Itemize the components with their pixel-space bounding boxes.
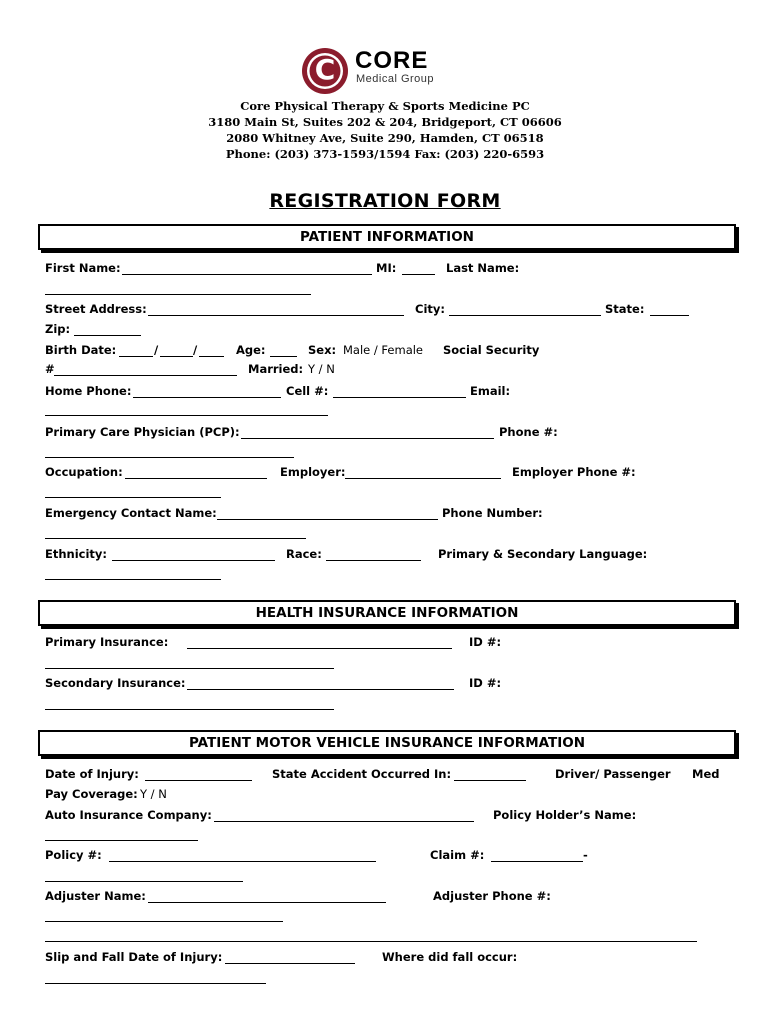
claim-dash: - <box>583 848 588 862</box>
secondary-id-label: ID #: <box>469 676 502 690</box>
auto-insurance-field[interactable] <box>214 821 474 822</box>
ethnicity-field[interactable] <box>112 560 275 561</box>
policy-number-label: Policy #: <box>45 848 102 862</box>
birth-separator: / <box>193 343 198 357</box>
language-field[interactable] <box>45 579 221 580</box>
employer-field[interactable] <box>345 478 501 479</box>
primary-id-label: ID #: <box>469 635 502 649</box>
street-address-field[interactable] <box>148 315 404 316</box>
employer-phone-field[interactable] <box>45 497 221 498</box>
auto-insurance-label: Auto Insurance Company: <box>45 808 212 822</box>
city-label: City: <box>415 302 445 316</box>
cell-label: Cell #: <box>286 384 329 398</box>
policy-holder-field[interactable] <box>45 840 198 841</box>
primary-insurance-label: Primary Insurance: <box>45 635 169 649</box>
secondary-insurance-label: Secondary Insurance: <box>45 676 186 690</box>
birth-month-field[interactable] <box>119 356 153 357</box>
slip-fall-date-label: Slip and Fall Date of Injury: <box>45 950 223 964</box>
driver-passenger-label[interactable]: Driver/ Passenger <box>555 767 671 781</box>
pay-coverage-label: Pay Coverage: <box>45 787 138 801</box>
social-security-field[interactable] <box>54 375 237 376</box>
state-accident-field[interactable] <box>454 780 526 781</box>
sex-label: Sex: <box>308 343 337 357</box>
section-health-insurance: HEALTH INSURANCE INFORMATION <box>38 600 736 626</box>
slip-fall-date-field[interactable] <box>225 963 355 964</box>
practice-name: Core Physical Therapy & Sports Medicine PC <box>240 99 530 113</box>
last-name-field[interactable] <box>45 294 311 295</box>
mi-field[interactable] <box>402 274 435 275</box>
first-name-field[interactable] <box>122 274 372 275</box>
mi-label: MI: <box>376 261 397 275</box>
last-name-label: Last Name: <box>446 261 520 275</box>
race-field[interactable] <box>326 560 421 561</box>
adjuster-phone-label: Adjuster Phone #: <box>433 889 551 903</box>
adjuster-phone-field[interactable] <box>45 921 283 922</box>
city-field[interactable] <box>449 315 601 316</box>
employer-label: Employer: <box>280 465 346 479</box>
birth-separator: / <box>154 343 159 357</box>
section-patient-information: PATIENT INFORMATION <box>38 224 736 250</box>
birth-day-field[interactable] <box>160 356 193 357</box>
language-label: Primary & Secondary Language: <box>438 547 648 561</box>
state-label: State: <box>605 302 645 316</box>
separator-line <box>45 941 697 942</box>
section-motor-vehicle-insurance: PATIENT MOTOR VEHICLE INSURANCE INFORMATION <box>38 730 736 756</box>
claim-number-label: Claim #: <box>430 848 485 862</box>
claim-number-field[interactable] <box>491 861 583 862</box>
employer-phone-label: Employer Phone #: <box>512 465 636 479</box>
occupation-field[interactable] <box>125 478 267 479</box>
secondary-id-field[interactable] <box>45 709 334 710</box>
date-of-injury-field[interactable] <box>145 780 252 781</box>
street-address-label: Street Address: <box>45 302 147 316</box>
primary-id-field[interactable] <box>45 668 334 669</box>
birth-year-field[interactable] <box>199 356 224 357</box>
emergency-contact-field[interactable] <box>217 519 438 520</box>
primary-insurance-field[interactable] <box>187 648 452 649</box>
home-phone-label: Home Phone: <box>45 384 132 398</box>
practice-phone-fax: Phone: (203) 373-1593/1594 Fax: (203) 220-6593 <box>225 147 545 161</box>
form-title: REGISTRATION FORM <box>269 190 501 212</box>
first-name-label: First Name: <box>45 261 121 275</box>
married-options[interactable]: Y / N <box>308 362 335 376</box>
sex-options[interactable]: Male / Female <box>343 343 424 357</box>
ssn-hash-label: # <box>45 362 55 376</box>
fall-location-label: Where did fall occur: <box>382 950 518 964</box>
claim-number-field-2[interactable] <box>45 881 243 882</box>
pcp-field[interactable] <box>241 438 494 439</box>
adjuster-name-field[interactable] <box>148 902 386 903</box>
zip-label: Zip: <box>45 322 71 336</box>
home-phone-field[interactable] <box>133 397 281 398</box>
emergency-contact-label: Emergency Contact Name: <box>45 506 217 520</box>
cell-field[interactable] <box>333 397 466 398</box>
adjuster-name-label: Adjuster Name: <box>45 889 146 903</box>
practice-address-2: 2080 Whitney Ave, Suite 290, Hamden, CT 06518 <box>226 131 544 145</box>
policy-number-field[interactable] <box>109 861 376 862</box>
age-label: Age: <box>236 343 266 357</box>
practice-address-1: 3180 Main St, Suites 202 & 204, Bridgeport, CT 06606 <box>208 115 562 129</box>
social-security-label: Social Security <box>443 343 540 357</box>
pcp-phone-label: Phone #: <box>499 425 558 439</box>
logo-subtitle: Medical Group <box>356 73 435 85</box>
med-label: Med <box>692 767 720 781</box>
ethnicity-label: Ethnicity: <box>45 547 108 561</box>
policy-holder-label: Policy Holder’s Name: <box>493 808 637 822</box>
zip-field[interactable] <box>74 335 141 336</box>
logo-letter: C <box>314 53 336 86</box>
birth-date-label: Birth Date: <box>45 343 117 357</box>
occupation-label: Occupation: <box>45 465 123 479</box>
secondary-insurance-field[interactable] <box>187 689 454 690</box>
emergency-phone-label: Phone Number: <box>442 506 543 520</box>
married-label: Married: <box>248 362 304 376</box>
fall-location-field[interactable] <box>45 983 266 984</box>
email-field[interactable] <box>45 415 328 416</box>
pcp-label: Primary Care Physician (PCP): <box>45 425 240 439</box>
race-label: Race: <box>286 547 322 561</box>
date-of-injury-label: Date of Injury: <box>45 767 139 781</box>
logo-wordmark: CORE <box>355 47 429 74</box>
state-field[interactable] <box>650 315 689 316</box>
age-field[interactable] <box>270 356 297 357</box>
core-medical-group-logo <box>300 46 470 96</box>
pay-coverage-options[interactable]: Y / N <box>140 787 167 801</box>
email-label: Email: <box>470 384 511 398</box>
pcp-phone-field[interactable] <box>45 457 294 458</box>
emergency-phone-field[interactable] <box>45 538 306 539</box>
state-accident-label: State Accident Occurred In: <box>272 767 452 781</box>
